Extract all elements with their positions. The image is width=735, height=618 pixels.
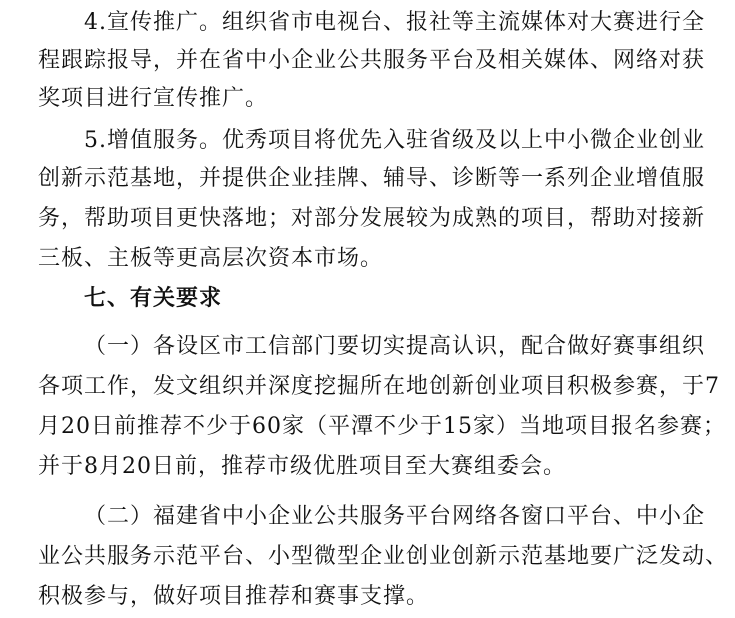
paragraph-line-1: 4.宣传推广。组织省市电视台、报社等主流媒体对大赛进行全 [84,10,705,35]
paragraph-line-12: 并于8月20日前，推荐市级优胜项目至大赛组委会。 [38,454,566,479]
paragraph-line-4: 5.增值服务。优秀项目将优先入驻省级及以上中小微企业创业 [84,128,705,153]
paragraph-line-13: （二）福建省中小企业公共服务平台网络各窗口平台、中小企 [84,504,706,529]
paragraph-line-2: 程跟踪报导，并在省中小企业公共服务平台及相关媒体、网络对获 [38,48,706,73]
paragraph-line-9: （一）各设区市工信部门要切实提高认识，配合做好赛事组织 [84,334,706,359]
paragraph-line-14: 业公共服务示范平台、小型微型企业创业创新示范基地要广泛发动、 [38,544,729,569]
paragraph-line-11: 月20日前推荐不少于60家（平潭不少于15家）当地项目报名参赛； [38,414,726,439]
section-heading: 七、有关要求 [84,286,223,311]
paragraph-line-5: 创新示范基地，并提供企业挂牌、辅导、诊断等一系列企业增值服 [38,166,706,191]
paragraph-line-3: 奖项目进行宣传推广。 [38,86,269,111]
paragraph-line-6: 务，帮助项目更快落地；对部分发展较为成熟的项目，帮助对接新 [38,206,706,231]
paragraph-line-7: 三板、主板等更高层次资本市场。 [38,246,384,271]
paragraph-line-15: 积极参与，做好项目推荐和赛事支撑。 [38,584,430,609]
paragraph-line-10: 各项工作，发文组织并深度挖掘所在地创新创业项目积极参赛，于7 [38,374,720,399]
